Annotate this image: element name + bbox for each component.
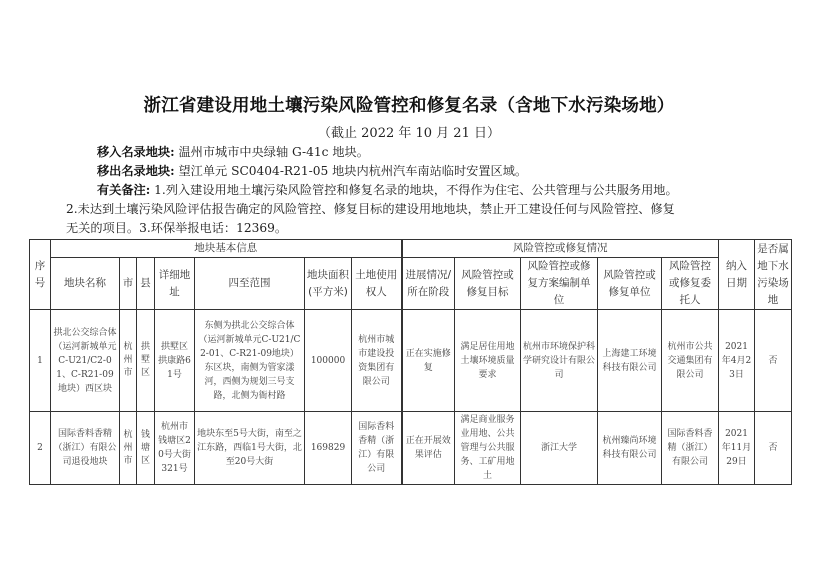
table-row	[30, 310, 792, 412]
cell-county: 钱塘区	[137, 412, 155, 485]
cell-target: 满足居住用地土壤环境质量要求	[455, 310, 521, 412]
move-in-paragraph	[97, 143, 369, 161]
cell-client: 杭州市公共交通集团有限公司	[662, 310, 719, 412]
header-seq: 序号	[30, 240, 51, 310]
header-groundwater: 是否属地下水污染场地	[755, 240, 792, 310]
cell-land-user: 国际香料香精（浙江）有限公司	[352, 412, 402, 485]
header-target: 风险管控或修复目标	[455, 258, 521, 310]
header-boundary: 四至范围	[195, 258, 305, 310]
cell-date: 2021年4月23日	[719, 310, 755, 412]
cell-seq: 1	[30, 310, 51, 412]
header-plan-unit: 风险管控或修复方案编制单位	[521, 258, 598, 310]
cell-progress: 正在开展效果评估	[402, 412, 455, 485]
cell-groundwater: 否	[755, 412, 792, 485]
cell-address: 杭州市钱塘区20号大街321号	[155, 412, 195, 485]
cell-seq: 2	[30, 412, 51, 485]
notes-line-2: 2.未达到土壤污染风险评估报告确定的风险管控、修复目标的建设用地地块，禁止开工建设任何与风险管控、修复	[66, 202, 675, 216]
notes-paragraph	[97, 181, 678, 199]
cell-repair-unit: 杭州臻尚环境科技有限公司	[598, 412, 662, 485]
cell-client: 国际香料香精（浙江）有限公司	[662, 412, 719, 485]
header-name: 地块名称	[51, 258, 120, 310]
cell-repair-unit: 上海建工环境科技有限公司	[598, 310, 662, 412]
header-address: 详细地址	[155, 258, 195, 310]
table-row	[30, 412, 792, 485]
table-group-header-row	[30, 240, 792, 258]
group-risk-control: 风险管控或修复情况	[402, 240, 719, 258]
cell-target: 满足商业服务业用地、公共管理与公共服务、工矿用地土	[455, 412, 521, 485]
header-city: 市	[120, 258, 137, 310]
cell-plan-unit: 浙江大学	[521, 412, 598, 485]
move-out-paragraph	[97, 162, 527, 180]
group-basic-info: 地块基本信息	[51, 240, 402, 258]
notes-label: 有关备注:	[97, 183, 151, 197]
move-out-text: 望江单元 SC0404-R21-05 地块内杭州汽车南站临时安置区域。	[178, 164, 528, 178]
document-title: 浙江省建设用地土壤污染风险管控和修复名录（含地下水污染场地）	[143, 96, 675, 116]
cell-date: 2021年11月29日	[719, 412, 755, 485]
cell-name: 国际香料香精（浙江）有限公司退役地块	[51, 412, 120, 485]
header-repair-unit: 风险管控或修复单位	[598, 258, 662, 310]
header-date: 纳入日期	[719, 240, 755, 310]
cell-plan-unit: 杭州市环境保护科学研究设计有限公司	[521, 310, 598, 412]
notes-line-1: 1.列入建设用地土壤污染风险管控和修复名录的地块，不得作为住宅、公共管理与公共服务用地。	[154, 183, 678, 197]
move-in-text: 温州市城市中央绿轴 G-41c 地块。	[178, 145, 369, 159]
document-subtitle: （截止 2022 年 10 月 21 日）	[318, 126, 500, 141]
cell-city: 杭州市	[120, 412, 137, 485]
header-client: 风险管控或修复委托人	[662, 258, 719, 310]
cell-boundary: 地块东至5号大街，南至之江东路，西临1号大街，北至20号大街	[195, 412, 305, 485]
remediation-list-table	[29, 239, 792, 485]
cell-land-user: 杭州市城市建设投资集团有限公司	[352, 310, 402, 412]
header-area: 地块面积(平方米)	[305, 258, 352, 310]
move-in-label: 移入名录地块:	[97, 145, 175, 159]
cell-area: 169829	[305, 412, 352, 485]
cell-boundary: 东侧为拱北公交综合体（运河新城单元C-U21/C2-01、C-R21-09地块）东区块，南侧为管家漾河，西侧为规划三号支路，北侧为衙村路	[195, 310, 305, 412]
header-progress: 进展情况/所在阶段	[402, 258, 455, 310]
notes-line-3: 无关的项目。3.环保举报电话：12369。	[66, 221, 288, 235]
cell-groundwater: 否	[755, 310, 792, 412]
header-county: 县	[137, 258, 155, 310]
cell-name: 拱北公交综合体（运河新城单元C-U21/C2-01、C-R21-09地块）西区块	[51, 310, 120, 412]
table-column-header-row	[30, 258, 792, 310]
cell-area: 100000	[305, 310, 352, 412]
cell-city: 杭州市	[120, 310, 137, 412]
cell-address: 拱墅区拱康路61号	[155, 310, 195, 412]
cell-progress: 正在实施修复	[402, 310, 455, 412]
move-out-label: 移出名录地块:	[97, 164, 175, 178]
cell-county: 拱墅区	[137, 310, 155, 412]
header-land-user: 土地使用权人	[352, 258, 402, 310]
